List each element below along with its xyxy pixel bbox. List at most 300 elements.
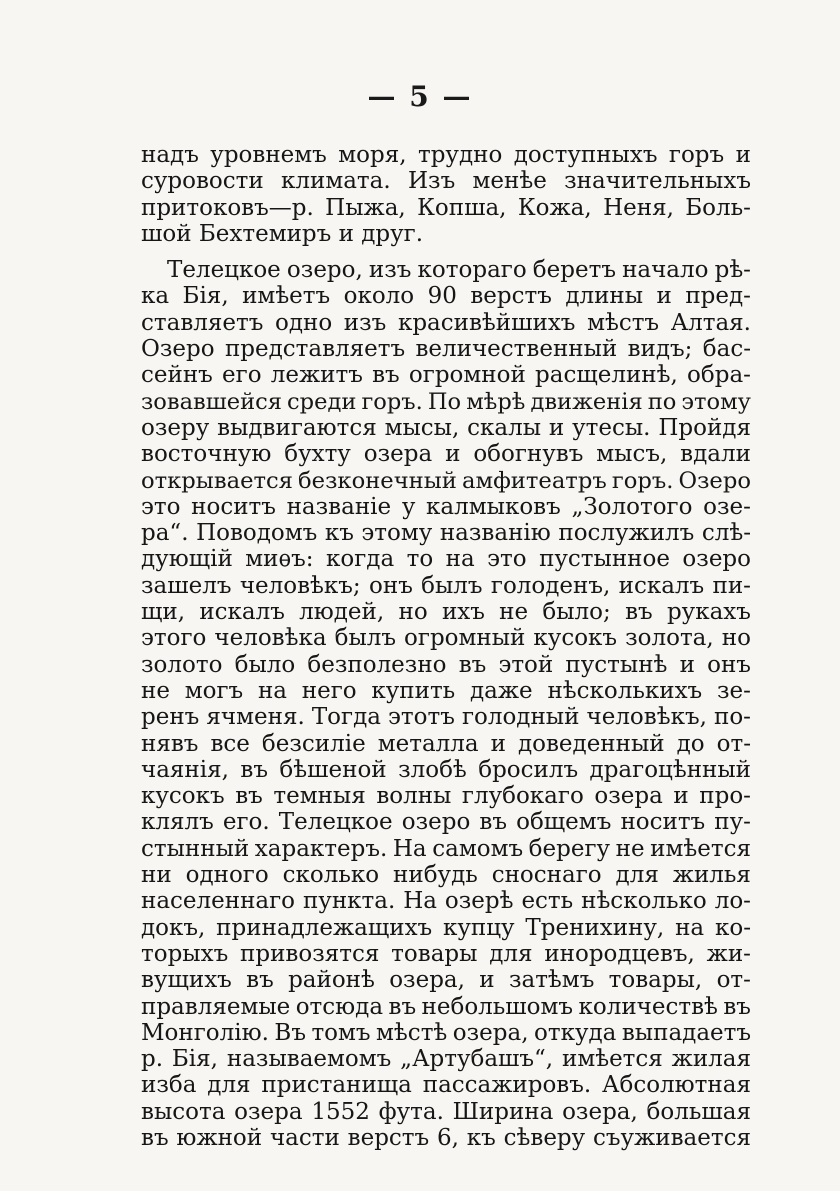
word: мѣрѣ	[466, 388, 526, 415]
word: искалъ	[199, 599, 285, 626]
word: озера,	[562, 1098, 638, 1125]
word: товары,	[608, 967, 703, 994]
word: это	[487, 546, 527, 573]
word: для	[489, 940, 533, 967]
word: Телецкое	[278, 809, 393, 836]
text-line	[141, 1046, 751, 1072]
text-line	[141, 573, 751, 599]
text-line	[141, 221, 751, 247]
word: горъ.	[611, 467, 674, 494]
word: фута.	[378, 1098, 444, 1125]
text-line	[141, 362, 751, 388]
word: восточную	[141, 441, 272, 468]
word: торыхъ	[141, 940, 229, 967]
word: но	[398, 599, 428, 626]
word: даже	[470, 677, 533, 704]
word: горъ	[668, 142, 725, 168]
text-line	[141, 389, 751, 415]
word: называемомъ	[226, 1046, 392, 1073]
word: Пройдя	[658, 414, 751, 441]
word: „Золотого	[571, 493, 693, 520]
word: бѣшеной	[279, 756, 387, 783]
word: количествѣ	[578, 993, 718, 1020]
text-line	[141, 310, 751, 336]
text-line	[141, 888, 751, 914]
word: красивѣйшихъ	[397, 309, 576, 336]
word: Тренихину,	[525, 914, 665, 941]
word: этого	[141, 625, 207, 652]
word: выдвигаются	[217, 414, 377, 441]
word: сейнъ	[141, 362, 213, 389]
word: и	[479, 967, 495, 994]
text-line	[141, 546, 751, 572]
word: зашелъ	[141, 572, 232, 599]
word: от-	[716, 730, 751, 757]
word: голоденъ,	[490, 572, 611, 599]
word: названію	[439, 520, 551, 547]
word: въ	[723, 993, 751, 1020]
word: населеннаго	[141, 888, 296, 915]
word: чаянія,	[141, 756, 229, 783]
word: ренъ	[141, 704, 200, 731]
body-text	[141, 142, 751, 1151]
text-line	[141, 915, 751, 941]
word: въ	[479, 809, 507, 836]
word: берегу	[528, 835, 611, 862]
word: одного	[185, 862, 269, 889]
word: Абсолютная	[602, 1072, 751, 1099]
word: от-	[716, 967, 751, 994]
word: носитъ	[191, 493, 276, 520]
word: пред-	[685, 283, 751, 310]
word: но	[721, 625, 751, 652]
word: искалъ	[618, 572, 705, 599]
word: его.	[222, 809, 270, 836]
word: по-	[714, 704, 751, 731]
word: калмыковъ	[426, 493, 561, 520]
word: бас-	[702, 336, 751, 363]
word: томъ	[311, 1019, 371, 1046]
word: открывается	[141, 467, 293, 494]
word: въ	[141, 1124, 169, 1151]
word: этотъ	[388, 704, 455, 731]
text-line	[141, 941, 751, 967]
text-line	[141, 731, 751, 757]
word: Копша,	[417, 194, 507, 221]
word: купить	[371, 677, 456, 704]
word: обра-	[687, 362, 751, 389]
word: жи-	[706, 940, 751, 967]
word: затѣмъ	[508, 967, 595, 994]
word: и	[490, 730, 506, 757]
paragraph-2	[141, 257, 751, 1151]
word: ячменя.	[206, 704, 305, 731]
word: вдали	[680, 441, 751, 468]
word: значительныхъ	[564, 168, 751, 195]
word: носитъ	[620, 809, 706, 836]
word: голодный	[461, 704, 580, 731]
word: когда	[326, 546, 395, 573]
word: Бехтемиръ	[198, 220, 339, 247]
word: на	[445, 546, 475, 573]
word: къ	[466, 1124, 496, 1151]
word: безконечный	[298, 467, 457, 494]
word: озеро	[682, 546, 751, 573]
word: ло-	[714, 888, 751, 915]
word: беретъ	[532, 257, 616, 284]
word: притоковъ—р.	[141, 194, 314, 221]
word: шой	[141, 220, 199, 247]
text-line	[141, 704, 751, 730]
text-line	[141, 1125, 751, 1151]
word: было;	[542, 599, 611, 626]
paragraph-1	[141, 142, 751, 247]
word: верстъ	[470, 283, 552, 310]
text-line	[141, 809, 751, 835]
word: не	[615, 835, 645, 862]
word: районѣ	[288, 967, 375, 994]
word: щи,	[141, 599, 186, 626]
word: въ	[388, 993, 417, 1020]
word: нѣсколько	[581, 888, 707, 915]
word: пункта.	[302, 888, 396, 915]
text-line	[141, 862, 751, 888]
word: около	[343, 283, 415, 310]
word: Озеро	[678, 467, 751, 494]
word: жилья	[672, 862, 751, 889]
word: и	[445, 441, 461, 468]
word: озе-	[703, 493, 751, 520]
word: бухту	[284, 441, 351, 468]
word: для	[207, 1072, 251, 1099]
word: Въ	[274, 1019, 306, 1046]
word: пристанища	[261, 1072, 412, 1099]
text-line	[141, 994, 751, 1020]
word: представляетъ	[224, 336, 406, 363]
word: величественный	[415, 336, 618, 363]
word: ра“.	[141, 520, 189, 547]
word: его	[222, 362, 262, 389]
word: этому	[681, 388, 751, 415]
word: На	[403, 888, 437, 915]
word: Озеро	[141, 336, 215, 363]
word: Монголію.	[141, 1019, 269, 1046]
word: климата.	[281, 168, 391, 195]
word: характеръ.	[254, 835, 388, 862]
word: доступныхъ	[513, 142, 658, 168]
word: Кожа,	[517, 194, 592, 221]
word: былъ	[334, 625, 397, 652]
word: Тогда	[311, 704, 381, 731]
word: лежитъ	[270, 362, 363, 389]
word: по	[647, 388, 677, 415]
word: Бія,	[182, 283, 229, 310]
word: глубокаго	[461, 783, 584, 810]
text-line	[141, 468, 751, 494]
text-line	[141, 1099, 751, 1125]
word: инородцевъ,	[544, 940, 695, 967]
word: менѣе	[472, 168, 547, 195]
word: послужилъ	[558, 520, 695, 547]
word: золота,	[625, 625, 714, 652]
word: волны	[376, 783, 452, 810]
word: озеру	[141, 414, 210, 441]
word: огромной	[408, 362, 526, 389]
word: озера,	[389, 967, 465, 994]
word: изъ	[368, 257, 412, 284]
word: сѣверу	[503, 1124, 586, 1151]
word: мѣстъ	[587, 309, 660, 336]
word: трудно	[417, 142, 503, 168]
word: золото	[141, 651, 223, 678]
word: озеро,	[286, 257, 363, 284]
word: части	[269, 1124, 340, 1151]
word: кусокъ	[533, 625, 618, 652]
word: уровнемъ	[210, 142, 327, 168]
word: сноснаго	[491, 862, 602, 889]
word: Алтая.	[670, 309, 751, 336]
text-line	[141, 257, 751, 283]
word: р.	[141, 1046, 164, 1073]
word: 90	[427, 283, 457, 310]
word: 1552	[311, 1098, 370, 1125]
word: надъ	[141, 142, 199, 168]
word: не	[499, 599, 529, 626]
word: рукахъ	[666, 599, 751, 626]
word: нибудь	[393, 862, 478, 889]
text-line	[141, 599, 751, 625]
word: и	[735, 142, 751, 168]
word: въ	[246, 967, 274, 994]
word: скалы	[467, 414, 542, 441]
word: бросилъ	[478, 756, 579, 783]
word: нявъ	[141, 730, 199, 757]
word: на	[675, 914, 705, 941]
word: человѣкъ;	[239, 572, 361, 599]
word: общемъ	[516, 809, 612, 836]
word: этому	[361, 520, 433, 547]
word: этой	[498, 651, 554, 678]
word: ихъ	[441, 599, 485, 626]
word: мѣстѣ	[376, 1019, 448, 1046]
word: на	[257, 677, 287, 704]
word: большая	[646, 1098, 751, 1125]
word: расщелинѣ,	[535, 362, 678, 389]
word: названіе	[286, 493, 392, 520]
word: длины	[565, 283, 644, 310]
word: озеро	[401, 809, 471, 836]
text-line	[141, 1072, 751, 1098]
word: движенія	[530, 388, 643, 415]
word: Пыжа,	[325, 194, 406, 221]
word: имѣется	[561, 1046, 663, 1073]
word: озера	[363, 441, 433, 468]
word: среди	[287, 388, 357, 415]
word: безполезно	[307, 651, 447, 678]
word: озера	[234, 1098, 303, 1125]
word: металла	[377, 730, 479, 757]
word: ставляетъ	[141, 309, 264, 336]
word: привозятся	[240, 940, 380, 967]
word: ко-	[714, 914, 751, 941]
word: онъ	[707, 651, 751, 678]
word: принадлежащихъ	[216, 914, 433, 941]
word: товары	[391, 940, 478, 967]
word: злобѣ	[398, 756, 467, 783]
word: Ширина	[452, 1098, 554, 1125]
word: огромный	[404, 625, 526, 652]
word: и	[656, 283, 672, 310]
text-line	[141, 757, 751, 783]
text-line	[141, 494, 751, 520]
word: отсюда	[295, 993, 384, 1020]
word: нѣсколькихъ	[547, 677, 703, 704]
word: и	[679, 651, 695, 678]
word: рѣ-	[714, 257, 751, 284]
text-line	[141, 168, 751, 194]
word: зовавшейся	[141, 388, 282, 415]
word: горъ.	[361, 388, 423, 415]
text-line	[141, 441, 751, 467]
word: Боль-	[685, 194, 751, 221]
text-line	[141, 142, 751, 168]
word: откуда	[534, 1019, 617, 1046]
page-number: — 5 —	[367, 80, 473, 113]
word: въ	[458, 651, 487, 678]
word: друг.	[361, 220, 424, 247]
word: „Артубашъ“,	[400, 1046, 554, 1073]
word: ка	[141, 283, 170, 310]
word: верстъ	[347, 1124, 430, 1151]
word: слѣ-	[701, 520, 751, 547]
word: въ	[240, 756, 268, 783]
word: озера	[594, 783, 663, 810]
text-line	[141, 652, 751, 678]
word: онъ	[369, 572, 413, 599]
word: ни	[141, 862, 172, 889]
word: амфитеатръ	[461, 467, 607, 494]
word: кусокъ	[141, 783, 225, 810]
text-line	[141, 195, 751, 221]
word: жилая	[671, 1046, 751, 1073]
word: въ	[235, 783, 263, 810]
word: имѣетъ	[242, 283, 331, 310]
text-line	[141, 783, 751, 809]
word: до	[676, 730, 705, 757]
word: не	[141, 677, 170, 704]
word: про-	[699, 783, 751, 810]
word: утесы.	[572, 414, 651, 441]
word: высота	[141, 1098, 226, 1125]
word: имѣется	[650, 835, 751, 862]
word: По	[427, 388, 462, 415]
word: изба	[141, 1072, 197, 1099]
word: людей,	[299, 599, 385, 626]
text-line	[141, 520, 751, 546]
word: и	[338, 220, 362, 247]
word: пассажировъ.	[422, 1072, 592, 1099]
word: пустынѣ	[565, 651, 668, 678]
text-line	[141, 678, 751, 704]
word: съуживается	[593, 1124, 751, 1151]
word: могъ	[184, 677, 244, 704]
text-line	[141, 336, 751, 362]
word: купцу	[443, 914, 515, 941]
word: начало	[622, 257, 709, 284]
word: сколько	[282, 862, 380, 889]
word: 6,	[437, 1124, 459, 1151]
word: пустынное	[539, 546, 670, 573]
word: одно	[274, 309, 333, 336]
word: На	[392, 835, 427, 862]
word: драгоцѣнный	[589, 756, 751, 783]
word: зе-	[716, 677, 751, 704]
word: Поводомъ	[196, 520, 318, 547]
word: есть	[521, 888, 574, 915]
word: Неня,	[603, 194, 674, 221]
word: было	[234, 651, 296, 678]
word: выпадаетъ	[621, 1019, 751, 1046]
word: для	[615, 862, 659, 889]
word: мысы,	[384, 414, 460, 441]
text-line	[141, 1020, 751, 1046]
word: Бія,	[171, 1046, 218, 1073]
word: дующій	[141, 546, 233, 573]
word: правляемые	[141, 993, 291, 1020]
word: пи-	[712, 572, 751, 599]
word: озера,	[452, 1019, 529, 1046]
text-line	[141, 967, 751, 993]
word: въ	[372, 362, 400, 389]
word: озерѣ	[444, 888, 514, 915]
word: обогнувъ	[473, 441, 584, 468]
word: темныя	[273, 783, 366, 810]
text-line	[141, 415, 751, 441]
word: небольшомъ	[421, 993, 574, 1020]
word: и	[673, 783, 689, 810]
word: человѣка	[214, 625, 327, 652]
word: все	[210, 730, 250, 757]
word: вущихъ	[141, 967, 232, 994]
word: въ	[625, 599, 653, 626]
word: безсиліе	[261, 730, 366, 757]
text-line	[141, 283, 751, 309]
word: у	[401, 493, 416, 520]
word: миѳъ:	[245, 546, 314, 573]
word: южной	[176, 1124, 263, 1151]
word: къ	[324, 520, 354, 547]
word: то	[406, 546, 434, 573]
text-line	[141, 625, 751, 651]
word: Телецкое	[167, 257, 281, 284]
word: самомъ	[432, 835, 524, 862]
word: котораго	[417, 257, 527, 284]
text-line	[141, 836, 751, 862]
word: доведенный	[517, 730, 665, 757]
word: это	[141, 493, 181, 520]
word: и	[548, 414, 565, 441]
paragraph-gap	[141, 247, 751, 257]
word: былъ	[421, 572, 483, 599]
word: изъ	[343, 309, 387, 336]
word: суровости	[141, 168, 264, 195]
word: мысъ,	[596, 441, 668, 468]
word: человѣкъ,	[586, 704, 707, 731]
word: моря,	[338, 142, 407, 168]
word: него	[301, 677, 357, 704]
word: стынный	[141, 835, 250, 862]
word: Изъ	[407, 168, 456, 195]
